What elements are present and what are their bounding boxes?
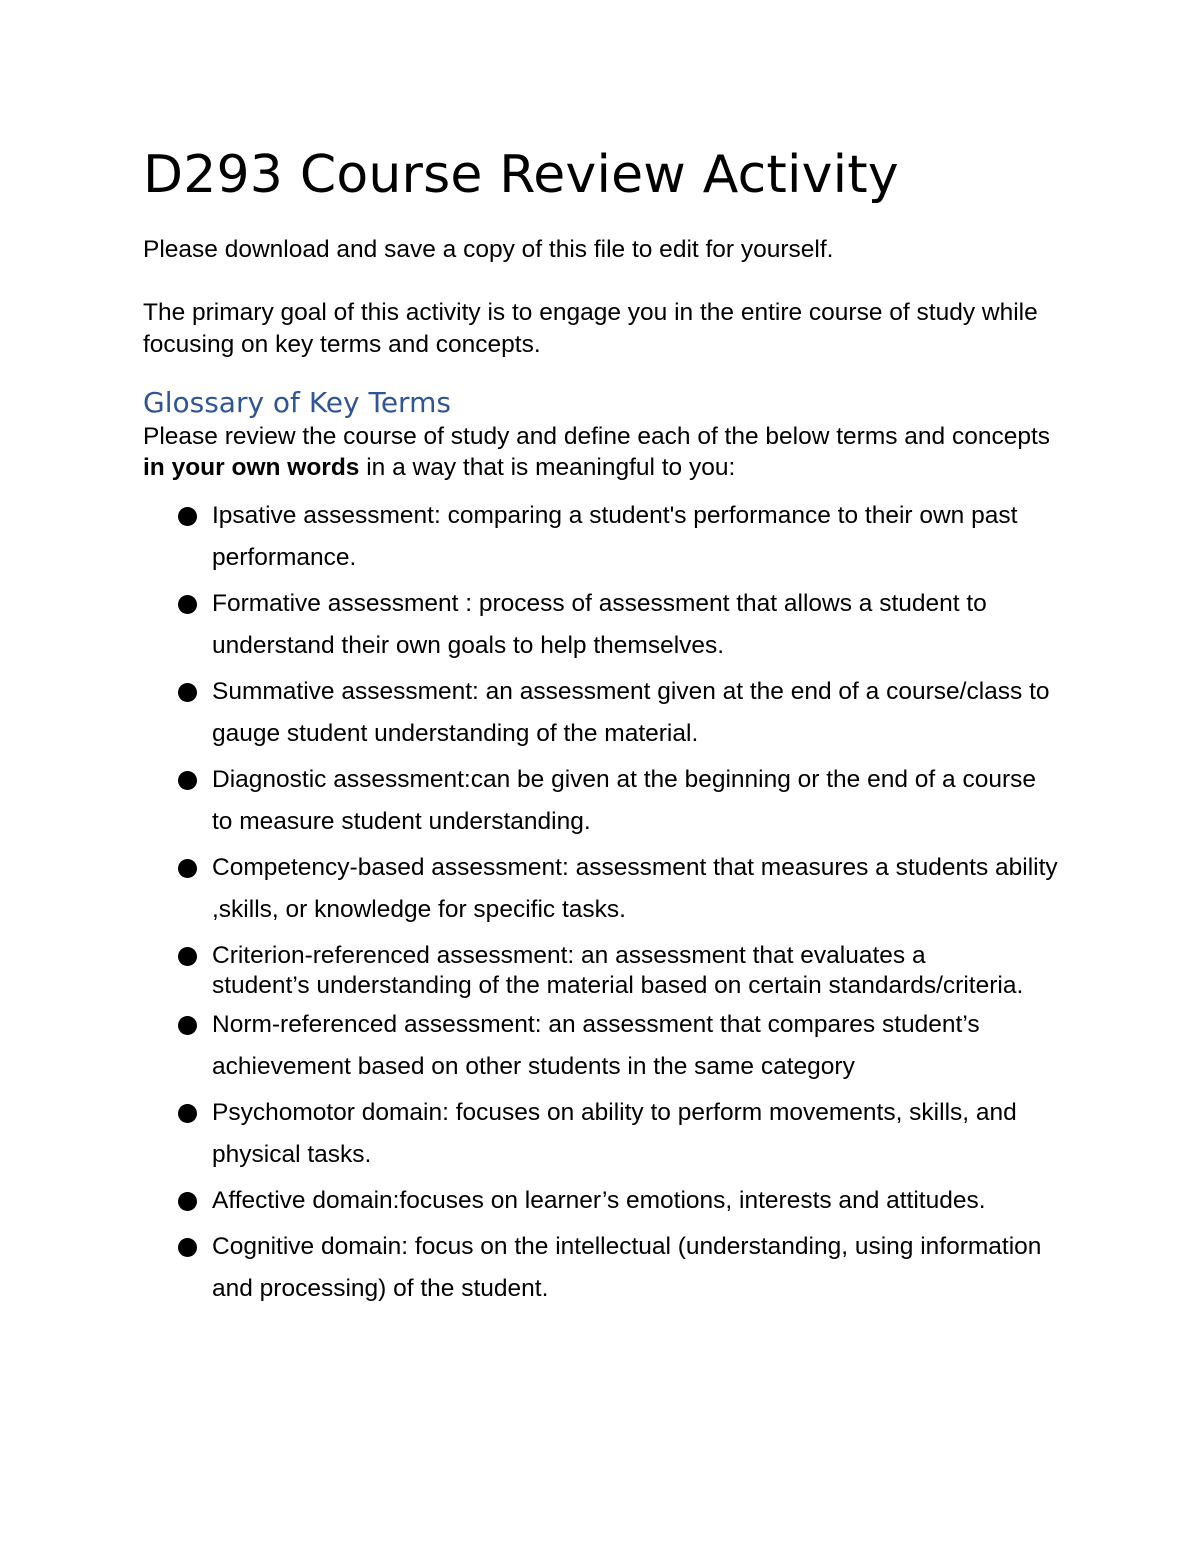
bullet-icon [178, 859, 197, 878]
glossary-intro-end: in a way that is meaningful to you: [359, 454, 736, 481]
bullet-icon [178, 1104, 197, 1123]
glossary-intro-emphasis: in your own words [143, 454, 360, 481]
bullet-icon [178, 683, 197, 702]
term-definition: Norm-referenced assessment: an assessment that compares student’s achievement based on other students in the same category [212, 1011, 980, 1080]
glossary-term-formative [143, 583, 1063, 667]
document-title: D293 Course Review Activity [143, 145, 899, 205]
term-definition: Psychomotor domain: focuses on ability to perform movements, skills, and physical tasks. [212, 1099, 1017, 1168]
bullet-icon [178, 1192, 197, 1211]
glossary-term-psychomotor [143, 1092, 1063, 1176]
glossary-term-summative [143, 671, 1063, 755]
bullet-icon [178, 595, 197, 614]
bullet-icon [178, 771, 197, 790]
glossary-term-norm-referenced [143, 1004, 1063, 1088]
goal-text: The primary goal of this activity is to engage you in the entire course of study while focusing on key terms and concepts. [143, 299, 1038, 358]
glossary-term-affective [143, 1180, 1063, 1222]
bullet-icon [178, 507, 197, 526]
bullet-icon [178, 1016, 197, 1035]
glossary-term-criterion-referenced [143, 935, 1063, 1000]
glossary-term-cognitive [143, 1226, 1063, 1310]
term-definition: Cognitive domain: focus on the intellectual (understanding, using information and processing) of the student. [212, 1233, 1042, 1302]
term-definition: Competency-based assessment: assessment that measures a students ability ,skills, or knowledge for specific tasks. [212, 854, 1058, 923]
glossary-intro [143, 421, 1063, 483]
glossary-intro-start: Please review the course of study and define each of the below terms and concepts [143, 423, 1051, 450]
glossary-term-list [143, 495, 1063, 1310]
bullet-icon [178, 1238, 197, 1257]
term-definition: Affective domain:focuses on learner’s emotions, interests and attitudes. [212, 1187, 986, 1214]
term-definition: Ipsative assessment: comparing a student's performance to their own past performance. [212, 502, 1018, 571]
term-definition: Criterion-referenced assessment: an assessment that evaluates a [212, 942, 926, 969]
glossary-term-ipsative [143, 495, 1063, 579]
term-definition: Diagnostic assessment:can be given at the beginning or the end of a course to measure student understanding. [212, 766, 1036, 835]
instruction-text: Please download and save a copy of this file to edit for yourself. [143, 236, 834, 263]
glossary-term-competency-based [143, 847, 1063, 931]
term-definition-continued: student’s understanding of the material based on certain standards/criteria. [212, 972, 1024, 999]
bullet-icon [178, 947, 197, 966]
document-page [143, 140, 1063, 1314]
term-definition: Formative assessment : process of assessment that allows a student to understand their own goals to help themselves. [212, 590, 987, 659]
glossary-term-diagnostic [143, 759, 1063, 843]
glossary-heading: Glossary of Key Terms [143, 386, 451, 419]
term-definition: Summative assessment: an assessment given at the end of a course/class to gauge student understanding of the material. [212, 678, 1050, 747]
